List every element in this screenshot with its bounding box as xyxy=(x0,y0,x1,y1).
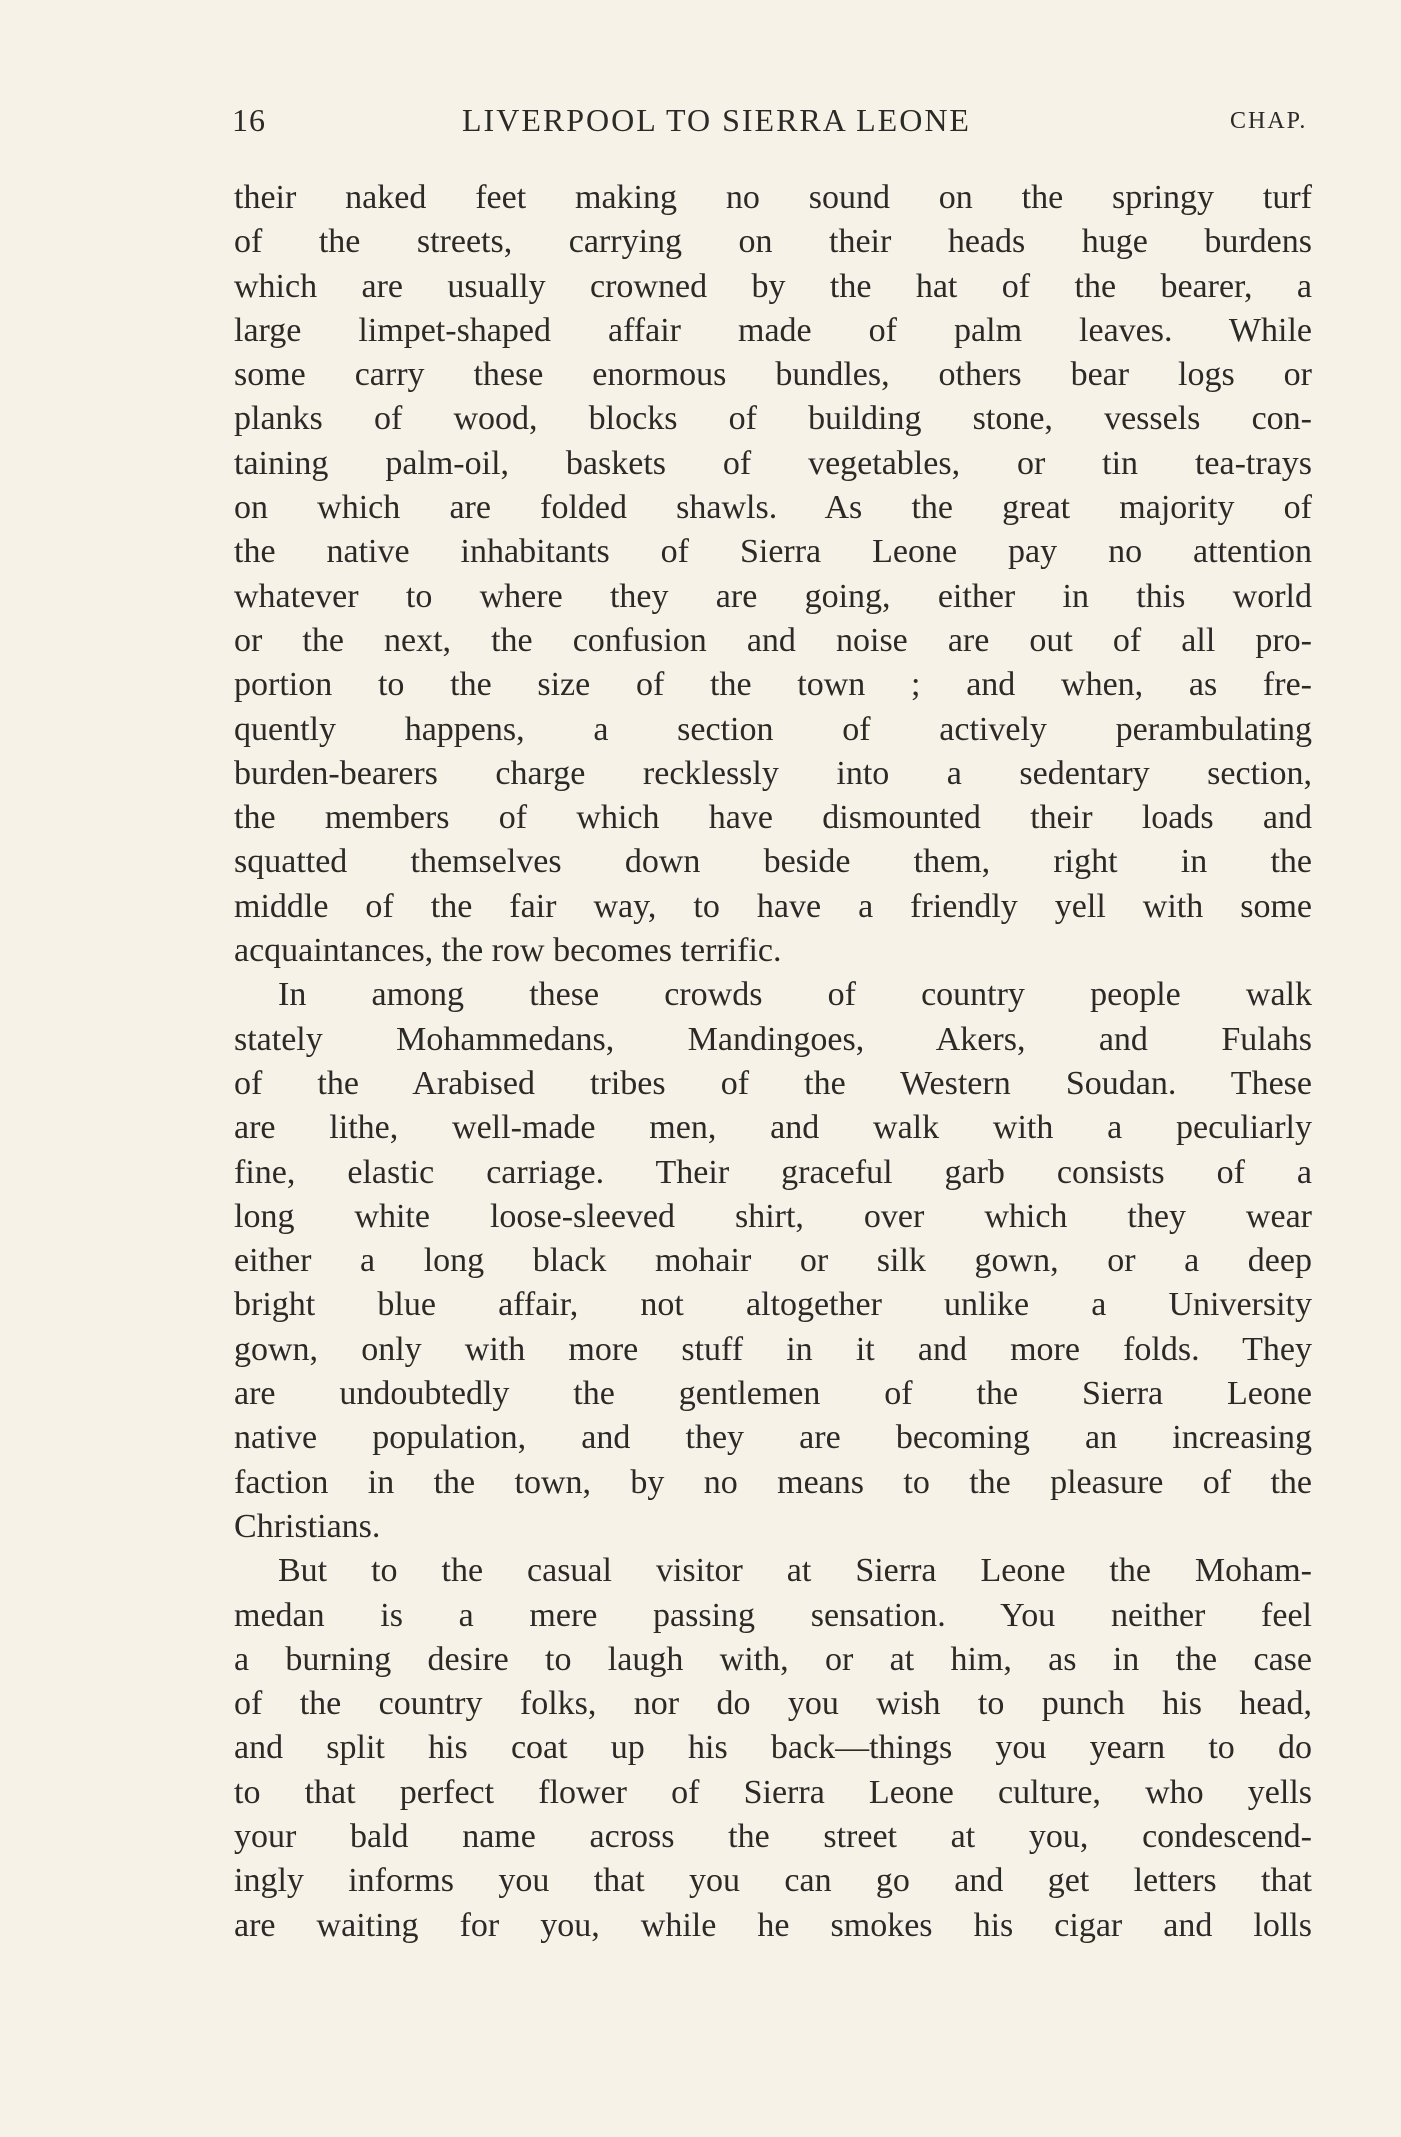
text-line: your bald name across the street at you, condescend- xyxy=(234,1817,1312,1855)
text-line: their naked feet making no sound on the springy turf xyxy=(234,179,1312,216)
text-line: or the next, the confusion and noise are out of all pro- xyxy=(234,621,1312,659)
text-line: which are usually crowned by the hat of the bearer, a xyxy=(234,267,1312,305)
text-line: But to the casual visitor at Sierra Leone the Moham- xyxy=(278,1552,1312,1590)
text-line: acquaintances, the row becomes terrific. xyxy=(234,932,782,970)
text-line: are undoubtedly the gentlemen of the Sierra Leone xyxy=(234,1375,1312,1413)
text-line: are waiting for you, while he smokes his cigar and lolls xyxy=(234,1906,1312,1944)
text-line: Christians. xyxy=(234,1507,381,1545)
text-line: the native inhabitants of Sierra Leone pay no attention xyxy=(234,533,1312,571)
text-line: either a long black mohair or silk gown, or a deep xyxy=(234,1242,1312,1280)
text-line: and split his coat up his back—things you yearn to do xyxy=(234,1729,1312,1767)
text-line: a burning desire to laugh with, or at him, as in the case xyxy=(234,1640,1312,1678)
text-line: are lithe, well-made men, and walk with a peculiarly xyxy=(234,1109,1312,1147)
text-line: faction in the town, by no means to the pleasure of the xyxy=(234,1463,1312,1501)
text-line: quently happens, a section of actively perambulating xyxy=(234,710,1312,748)
text-line: long white loose-sleeved shirt, over which they wear xyxy=(234,1197,1312,1235)
text-line: taining palm-oil, baskets of vegetables, or tin tea-trays xyxy=(234,444,1312,482)
text-line: the members of which have dismounted their loads and xyxy=(234,799,1312,837)
text-line: bright blue affair, not altogether unlike a University xyxy=(234,1286,1312,1324)
running-head xyxy=(0,102,1401,152)
text-line: planks of wood, blocks of building stone, vessels con- xyxy=(234,400,1312,438)
chapter-mark: CHAP. xyxy=(1230,108,1308,134)
body-text xyxy=(234,176,1312,1948)
text-line: whatever to where they are going, either in this world xyxy=(234,577,1312,615)
text-line: some carry these enormous bundles, others bear logs or xyxy=(234,356,1312,394)
text-line: on which are folded shawls. As the great majority of xyxy=(234,489,1312,527)
text-line: to that perfect flower of Sierra Leone culture, who yells xyxy=(234,1773,1312,1811)
text-line: middle of the fair way, to have a friendly yell with some xyxy=(234,887,1312,925)
text-line: large limpet-shaped affair made of palm leaves. While xyxy=(234,311,1312,349)
text-line: gown, only with more stuff in it and more folds. They xyxy=(234,1330,1312,1368)
text-line: medan is a mere passing sensation. You neither feel xyxy=(234,1596,1312,1634)
text-line: burden-bearers charge recklessly into a sedentary section, xyxy=(234,754,1312,792)
text-line: ingly informs you that you can go and get letters that xyxy=(234,1862,1312,1900)
text-line: portion to the size of the town ; and when, as fre- xyxy=(234,666,1312,704)
text-line: stately Mohammedans, Mandingoes, Akers, and Fulahs xyxy=(234,1020,1312,1058)
text-line: In among these crowds of country people walk xyxy=(278,976,1312,1014)
running-title: LIVERPOOL TO SIERRA LEONE xyxy=(462,102,971,138)
text-line: native population, and they are becoming an increasing xyxy=(234,1419,1312,1457)
text-line: of the Arabised tribes of the Western Soudan. These xyxy=(234,1064,1312,1102)
text-line: of the streets, carrying on their heads huge burdens xyxy=(234,223,1312,261)
page-number: 16 xyxy=(232,102,266,138)
text-line: of the country folks, nor do you wish to punch his head, xyxy=(234,1685,1312,1723)
text-line: fine, elastic carriage. Their graceful garb consists of a xyxy=(234,1153,1312,1191)
text-line: squatted themselves down beside them, right in the xyxy=(234,843,1312,881)
